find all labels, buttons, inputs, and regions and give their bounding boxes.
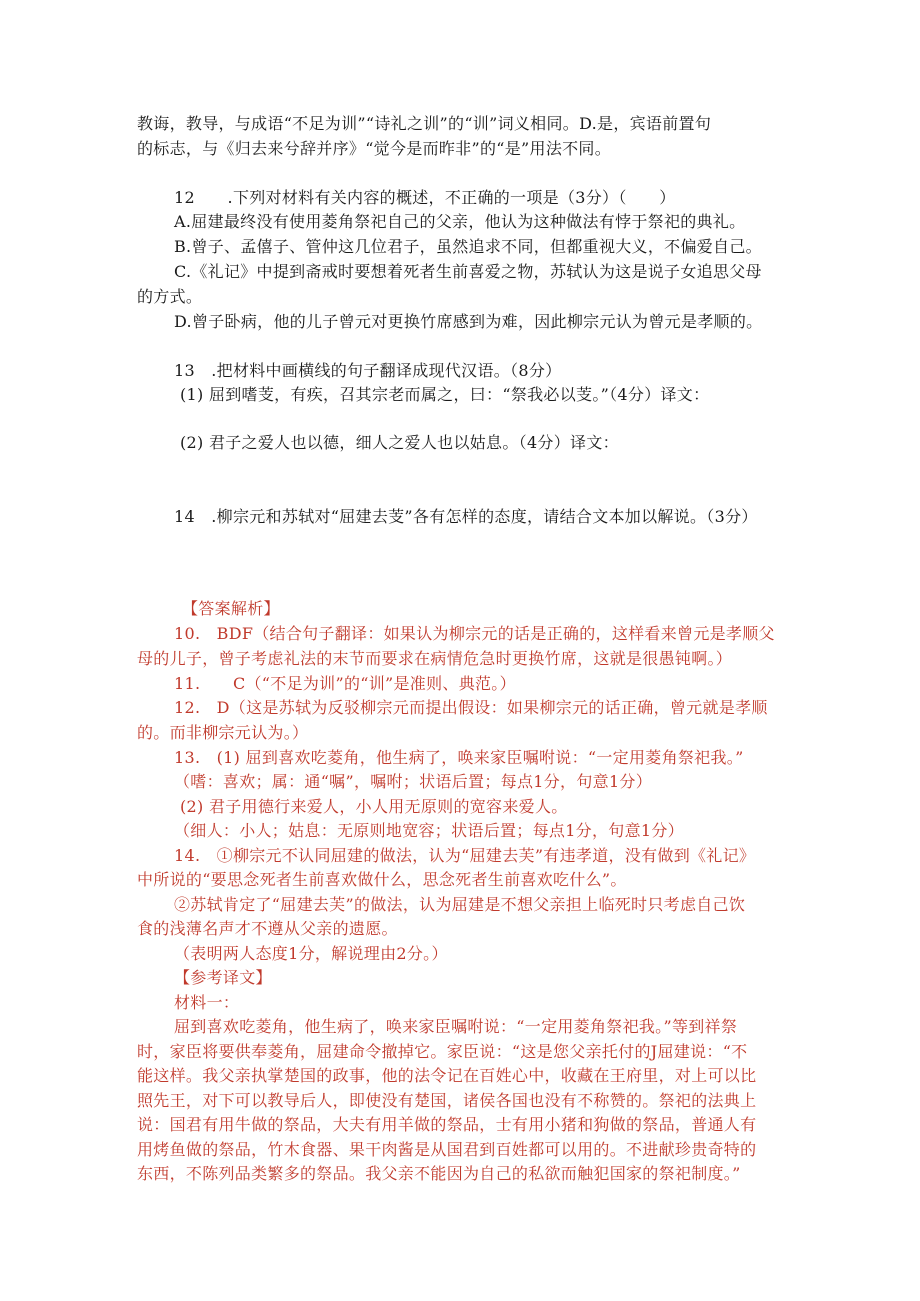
question-12-option-a: A.屈建最终没有使用菱角祭祀自己的父亲，他认为这种做法有悖于祭祀的典礼。 xyxy=(174,212,746,231)
answer-11: 11. C（“不足为训”的“训”是准则、典范。） xyxy=(174,674,516,693)
answer-12-line-2: 的。而非柳宗元认为。） xyxy=(137,723,309,742)
intro-line-1: 教诲，教导，与成语“不足为训”“诗礼之训”的“训”词义相同。D.是，宾语前置句 xyxy=(137,114,712,133)
answer-14-line-2: 中所说的“要思念死者生前喜欢做什么，思念死者生前喜欢吃什么”。 xyxy=(137,870,627,889)
translation-line-5: 说：国君有用牛做的祭品，大夫有用羊做的祭品，士有用小猪和狗做的祭品，普通人有 xyxy=(137,1115,757,1134)
translation-line-4: 照先王，对下可以教导后人，即使没有楚国，诸侯各国也没有不称赞的。祭祀的法典上 xyxy=(137,1091,757,1110)
intro-line-2: 的标志，与《归去来兮辞并序》“觉今是而昨非”的“是”用法不同。 xyxy=(137,139,612,158)
answer-13-line-1: 13. (1) 屈到喜欢吃菱角，他生病了，唤来家臣嘱咐说：“一定用菱角祭祀我。” xyxy=(174,748,744,767)
answer-13-line-2: （嗜：喜欢；属：通“嘱”，嘱咐；状语后置；每点1分，句意1分） xyxy=(174,772,653,791)
question-13-sentence-1: (1) 屈到嗜芰，有疾，召其宗老而属之，曰：“祭我必以芰。”（4分）译文： xyxy=(180,385,710,404)
translation-line-7: 东西，不陈列品类繁多的祭品。我父亲不能因为自己的私欲而触犯国家的祭祀制度。” xyxy=(137,1164,741,1183)
translation-line-1: 屈到喜欢吃菱角，他生病了，唤来家臣嘱咐说：“一定用菱角祭祀我。”等到祥祭 xyxy=(174,1017,738,1036)
question-14-stem: 14 .柳宗元和苏轼对“屈建去芰”各有怎样的态度，请结合文本加以解说。（3分） xyxy=(174,507,758,526)
translation-material-label: 材料一： xyxy=(174,993,240,1012)
answer-14-line-1: 14. ①柳宗元不认同屈建的做法，认为“屈建去芙”有违孝道，没有做到《礼记》 xyxy=(174,846,756,865)
translation-header: 【参考译文】 xyxy=(174,968,272,987)
translation-line-6: 用烤鱼做的祭品，竹木食器、果干肉酱是从国君到百姓都可以用的。不进献珍贵奇特的 xyxy=(137,1140,757,1159)
answer-10-line-2: 母的儿子，曾子考虑礼法的末节而要求在病情危急时更换竹席，这就是很愚钝啊。） xyxy=(137,649,733,668)
answer-10-line-1: 10. BDF（结合句子翻译：如果认为柳宗元的话是正确的，这样看来曾元是孝顺父 xyxy=(174,624,775,643)
answers-header: 【答案解析】 xyxy=(182,599,280,618)
question-12-option-b: B.曾子、孟僖子、管仲这几位君子，虽然追求不同，但都重视大义，不偏爱自己。 xyxy=(174,237,762,256)
question-13-stem: 13 .把材料中画横线的句子翻译成现代汉语。（8分） xyxy=(174,361,562,380)
question-13-sentence-2: (2) 君子之爱人也以德，细人之爱人也以姑息。（4分）译文： xyxy=(180,433,619,452)
question-12-stem: 12 .下列对材料有关内容的概述，不正确的一项是（3分）（ ） xyxy=(174,188,676,207)
question-12-option-d: D.曾子卧病，他的儿子曾元对更换竹席感到为难，因此柳宗元认为曾元是孝顺的。 xyxy=(174,312,763,331)
answer-13-line-3: (2) 君子用德行来爱人，小人用无原则的宽容来爱人。 xyxy=(180,797,568,816)
answer-14-line-4: 食的浅薄名声才不遵从父亲的遗愿。 xyxy=(137,919,398,938)
translation-line-2: 时，家臣将要供奉菱角，屈建命令撤掉它。家臣说：“这是您父亲托付的J屈建说：“不 xyxy=(137,1042,748,1061)
question-12-option-c-cont: 的方式。 xyxy=(137,287,203,306)
question-12-option-c: C.《礼记》中提到斋戒时要想着死者生前喜爱之物，苏轼认为这是说子女追思父母 xyxy=(174,262,762,281)
answer-13-line-4: （细人：小人；姑息：无原则地宽容；状语后置；每点1分，句意1分） xyxy=(174,821,684,840)
answer-14-line-3: ②苏轼肯定了“屈建去芙”的做法，认为屈建是不想父亲担上临死时只考虑自己饮 xyxy=(174,895,746,914)
answer-12-line-1: 12. D（这是苏轼为反驳柳宗元而提出假设：如果柳宗元的话正确，曾元就是孝顺 xyxy=(174,698,768,717)
translation-line-3: 能这样。我父亲执掌楚国的政事，他的法令记在百姓心中，收藏在王府里，对上可以比 xyxy=(137,1066,757,1085)
answer-14-line-5: （表明两人态度1分，解说理由2分。） xyxy=(174,944,448,963)
